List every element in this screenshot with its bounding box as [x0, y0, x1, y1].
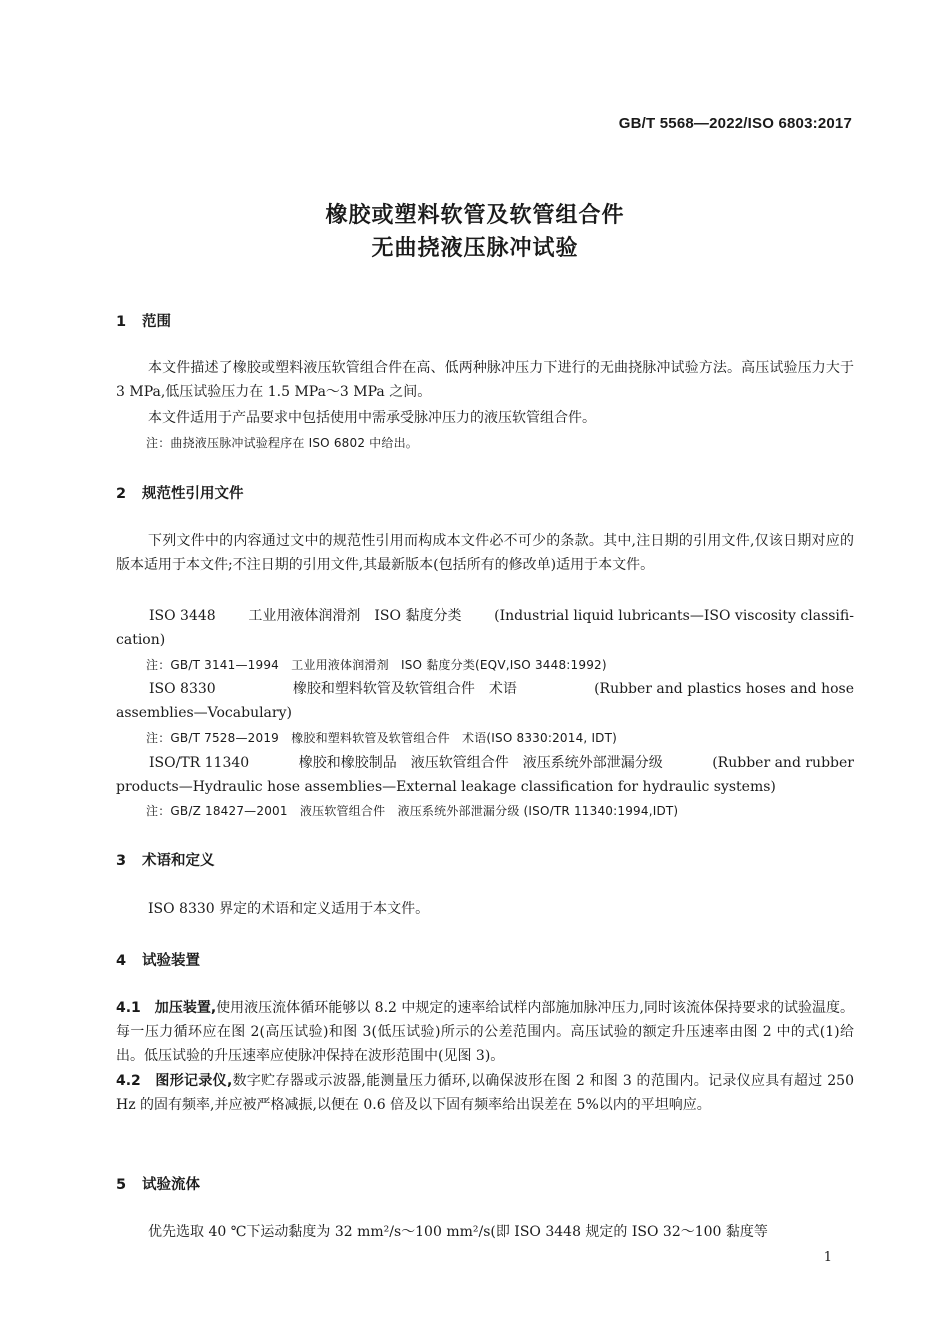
section-number: 5 [116, 1177, 127, 1193]
section-1-heading [116, 310, 171, 331]
reference-code: ISO/TR 11340 [149, 755, 250, 771]
document-title-line1: 橡胶或塑料软管及软管组合件 [325, 203, 625, 228]
section-5-paragraph-1: 优先选取 40 ℃下运动黏度为 32 mm²/s～100 mm²/s(即 ISO 3448 规定的 ISO 32～100 黏度等 [148, 1224, 768, 1240]
clause-text: 使用液压流体循环能够以 8.2 中规定的速率给试样内部施加脉冲压力,同时该流体保持要求的试验温度。每一压力循环应在图 2(高压试验)和图 3(低压试验)所示的公差范围内。高压试验的额定升压速率由图 2 中的式(1)给出。低压试验的升压速率应使脉冲保持在波形范围中(见图 3)。 [116, 1000, 854, 1064]
reference-title-en: (Industrial liquid lubricants—ISO viscosity classifi- [494, 608, 854, 624]
page-number: 1 [823, 1250, 832, 1265]
reference-title-en: (Rubber and rubber [712, 755, 854, 771]
section-2-heading [116, 482, 244, 503]
section-number: 4 [116, 953, 127, 969]
section-3-heading [116, 849, 215, 870]
section-1-paragraph-1: 本文件描述了橡胶或塑料液压软管组合件在高、低两种脉冲压力下进行的无曲挠脉冲试验方法。高压试验压力大于 3 MPa,低压试验压力在 1.5 MPa～3 MPa 之间。 [116, 360, 854, 400]
reference-title-cn: 橡胶和塑料软管及软管组合件 术语 [292, 681, 517, 697]
reference-note: 注：GB/T 7528—2019 橡胶和塑料软管及软管组合件 术语(ISO 8330:2014, IDT) [146, 731, 618, 745]
reference-item [116, 751, 854, 799]
section-2-paragraph-1: 下列文件中的内容通过文中的规范性引用而构成本文件必不可少的条款。其中,注日期的引用文件,仅该日期对应的版本适用于本文件;不注日期的引用文件,其最新版本(包括所有的修改单)适用于本文件。 [116, 533, 854, 573]
reference-code: ISO 8330 [149, 681, 216, 697]
section-title: 术语和定义 [142, 853, 215, 869]
section-title: 规范性引用文件 [142, 486, 244, 502]
clause-4-1 [116, 996, 854, 1068]
reference-title-cn: 工业用液体润滑剂 ISO 黏度分类 [248, 608, 462, 624]
section-number: 1 [116, 314, 127, 330]
reference-item [116, 677, 854, 725]
clause-label: 4.1 加压装置, [116, 1000, 217, 1016]
clause-4-2 [116, 1069, 854, 1117]
section-title: 试验流体 [142, 1177, 200, 1193]
reference-title-cn: 橡胶和橡胶制品 液压软管组合件 液压系统外部泄漏分级 [298, 755, 663, 771]
clause-text: 数字贮存器或示波器,能测量压力循环,以确保波形在图 2 和图 3 的范围内。记录仪应具有超过 250 Hz 的固有频率,并应被严格减振,以便在 0.6 倍及以下固有频率给出误差在 5%以内的平坦响应。 [116, 1073, 855, 1113]
section-number: 2 [116, 486, 127, 502]
section-5-heading [116, 1173, 200, 1194]
section-title: 范围 [142, 314, 171, 330]
section-3-paragraph-1: ISO 8330 界定的术语和定义适用于本文件。 [148, 901, 430, 917]
standard-code: GB/T 5568—2022/ISO 6803:2017 [618, 115, 852, 132]
section-title: 试验装置 [142, 953, 200, 969]
reference-title-en-cont: assemblies—Vocabulary) [116, 705, 292, 721]
reference-title-en: (Rubber and plastics hoses and hose [594, 681, 854, 697]
section-1-paragraph-2: 本文件适用于产品要求中包括使用中需承受脉冲压力的液压软管组合件。 [148, 410, 596, 426]
document-title-line2: 无曲挠液压脉冲试验 [371, 236, 579, 261]
clause-label: 4.2 图形记录仪, [116, 1073, 233, 1089]
section-number: 3 [116, 853, 127, 869]
reference-title-en-cont: cation) [116, 632, 166, 648]
section-1-note: 注：曲挠液压脉冲试验程序在 ISO 6802 中给出。 [146, 436, 418, 450]
reference-note: 注：GB/T 3141—1994 工业用液体润滑剂 ISO 黏度分类(EQV,ISO 3448:1992) [146, 658, 607, 672]
reference-item [116, 604, 854, 652]
reference-code: ISO 3448 [149, 608, 216, 624]
reference-note: 注：GB/Z 18427—2001 液压软管组合件 液压系统外部泄漏分级 (ISO/TR 11340:1994,IDT) [146, 804, 679, 818]
section-4-heading [116, 949, 200, 970]
reference-title-en-cont: products—Hydraulic hose assemblies—External leakage classification for hydraulic systems) [116, 779, 776, 795]
